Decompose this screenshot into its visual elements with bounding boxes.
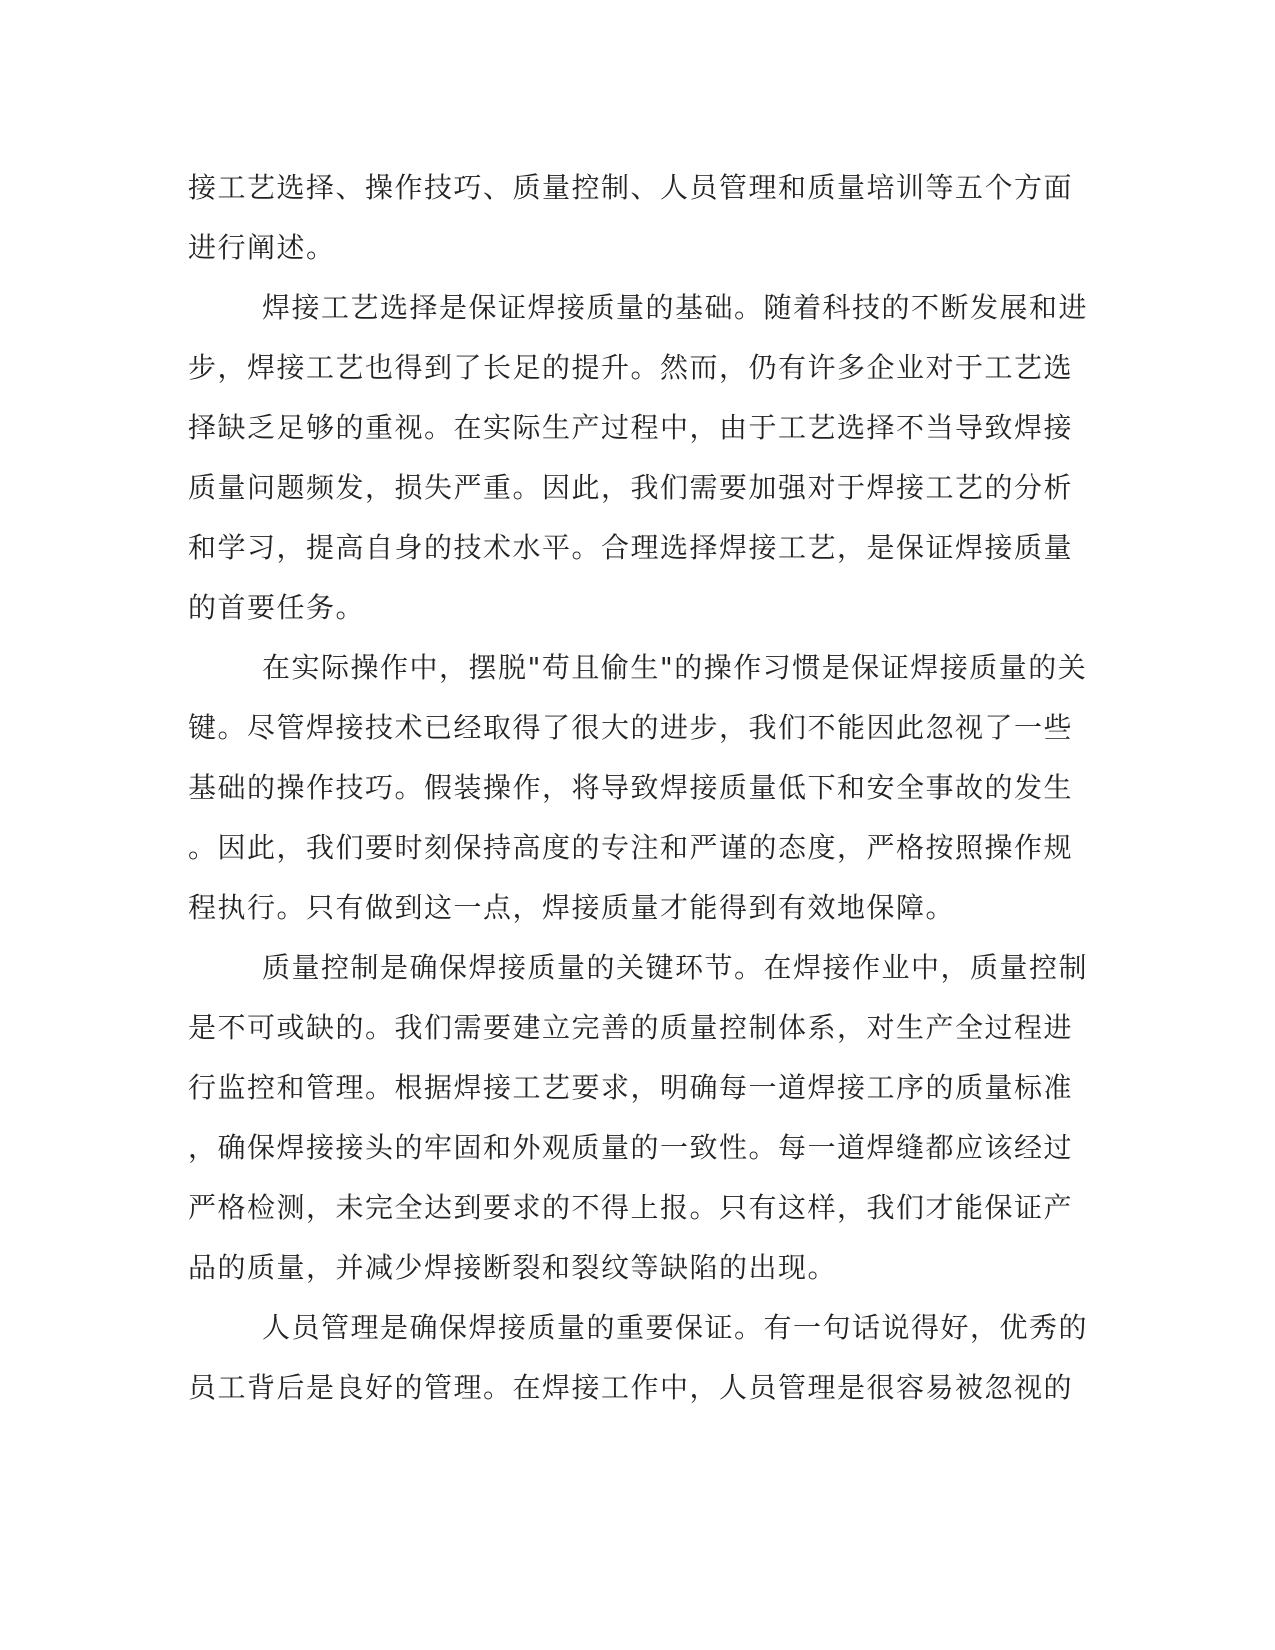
text-line: 员工背后是良好的管理。在焊接工作中，人员管理是很容易被忽视的 [188, 1371, 1074, 1404]
text-line: 键。尽管焊接技术已经取得了很大的进步，我们不能因此忽视了一些 [188, 711, 1074, 744]
text-line: 行监控和管理。根据焊接工艺要求，明确每一道焊接工序的质量标准 [188, 1071, 1074, 1104]
text-line: 质量问题频发，损失严重。因此，我们需要加强对于焊接工艺的分析 [188, 471, 1074, 504]
text-line: 择缺乏足够的重视。在实际生产过程中，由于工艺选择不当导致焊接 [188, 411, 1074, 444]
paragraph-intro-continuation [188, 158, 1088, 278]
text-line: ，确保焊接接头的牢固和外观质量的一致性。每一道焊缝都应该经过 [188, 1131, 1074, 1164]
text-line: 品的质量，并减少焊接断裂和裂纹等缺陷的出现。 [188, 1251, 838, 1284]
text-line: 接工艺选择、操作技巧、质量控制、人员管理和质量培训等五个方面 [188, 171, 1074, 204]
paragraph-quality-control [188, 938, 1088, 1298]
text-line: 质量控制是确保焊接质量的关键环节。在焊接作业中，质量控制 [262, 951, 1089, 984]
text-line: 进行阐述。 [188, 231, 336, 264]
text-line: 基础的操作技巧。假装操作，将导致焊接质量低下和安全事故的发生 [188, 771, 1074, 804]
text-line: 和学习，提高自身的技术水平。合理选择焊接工艺，是保证焊接质量 [188, 531, 1074, 564]
paragraph-operation-skills [188, 638, 1088, 938]
paragraph-personnel-management [188, 1298, 1088, 1418]
text-line: 人员管理是确保焊接质量的重要保证。有一句话说得好，优秀的 [262, 1311, 1089, 1344]
paragraph-process-selection [188, 278, 1088, 638]
body-text [188, 158, 1088, 1418]
text-line: 程执行。只有做到这一点，焊接质量才能得到有效地保障。 [188, 891, 956, 924]
text-line: 焊接工艺选择是保证焊接质量的基础。随着科技的不断发展和进 [262, 291, 1089, 324]
text-line: 是不可或缺的。我们需要建立完善的质量控制体系，对生产全过程进 [188, 1011, 1074, 1044]
text-line: 在实际操作中，摆脱"苟且偷生"的操作习惯是保证焊接质量的关 [262, 651, 1088, 684]
text-line: 。因此，我们要时刻保持高度的专注和严谨的态度，严格按照操作规 [188, 831, 1074, 864]
text-line: 的首要任务。 [188, 591, 366, 624]
text-line: 步，焊接工艺也得到了长足的提升。然而，仍有许多企业对于工艺选 [188, 351, 1074, 384]
text-line: 严格检测，未完全达到要求的不得上报。只有这样，我们才能保证产 [188, 1191, 1074, 1224]
